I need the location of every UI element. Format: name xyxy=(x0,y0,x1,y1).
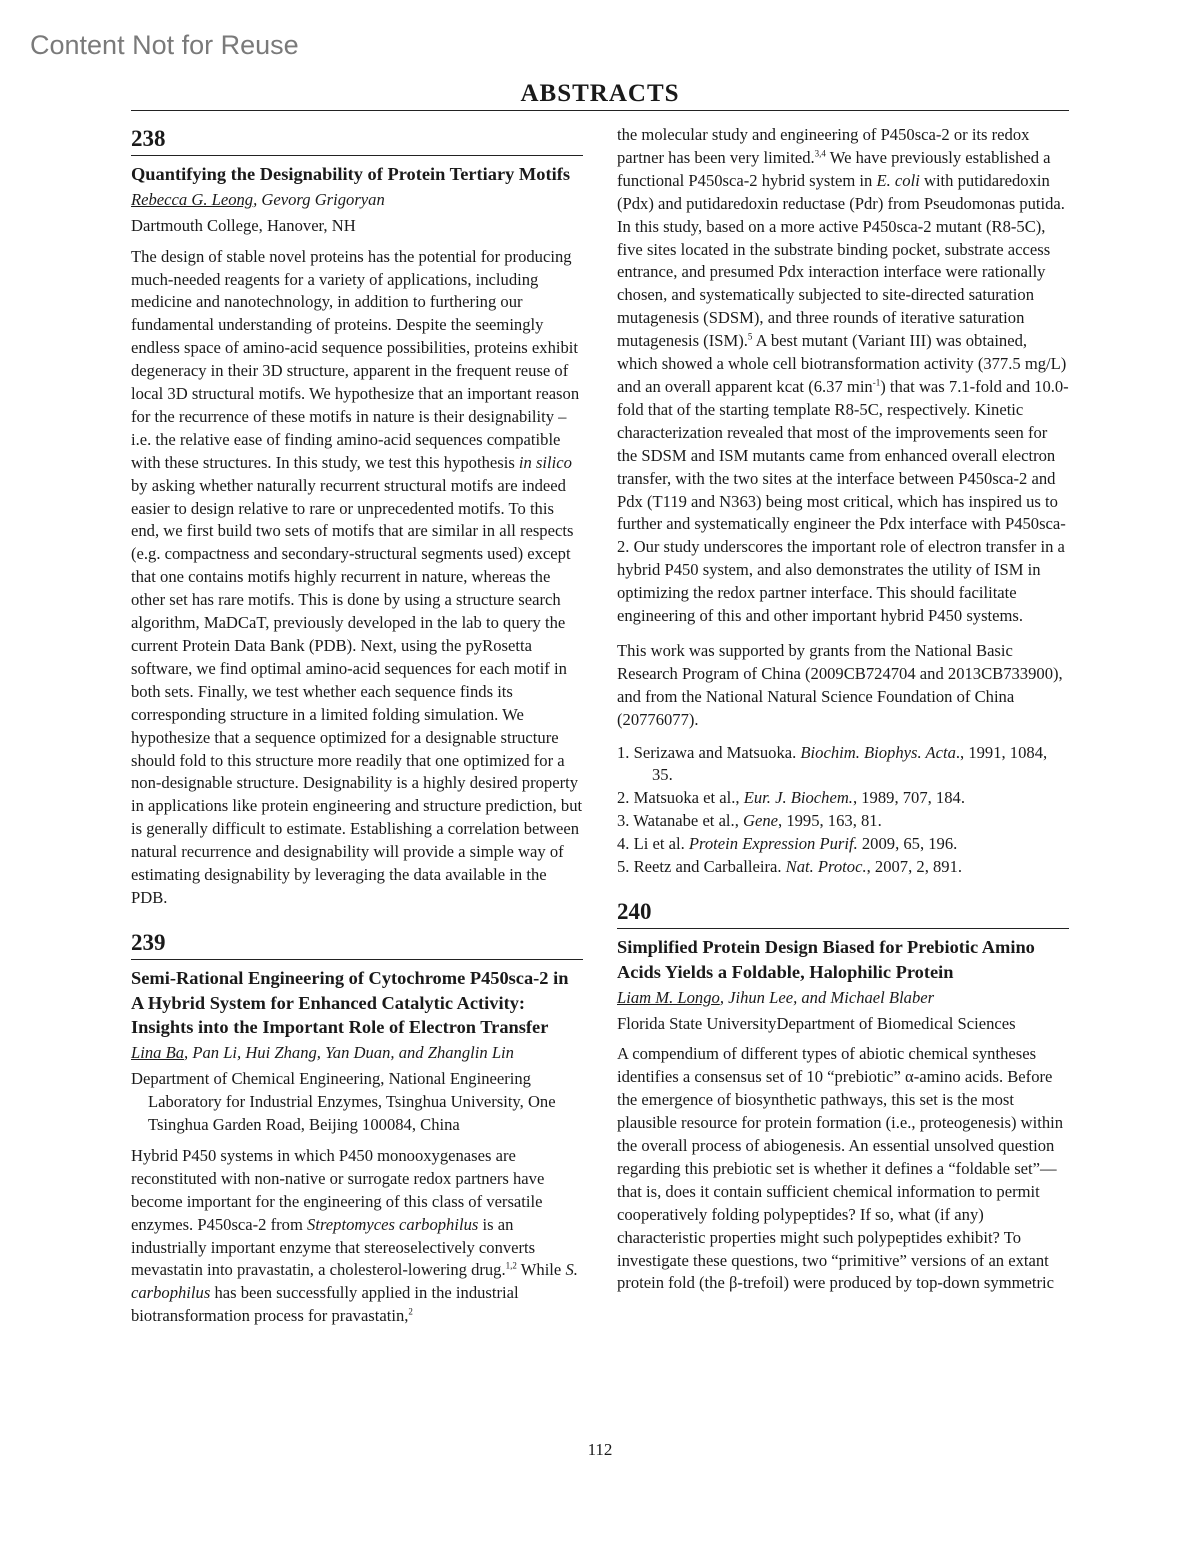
ref-number: 5. xyxy=(617,857,634,877)
body-italic: Streptomyces carbophilus xyxy=(307,1214,479,1234)
reference-item xyxy=(617,787,1069,810)
left-column xyxy=(131,124,583,1328)
presenting-author: Liam M. Longo xyxy=(617,987,720,1007)
ref-journal: Protein Expression Purif. xyxy=(688,834,858,854)
affiliation-238: Dartmouth College, Hanover, NH xyxy=(131,215,356,235)
abstract-body-238 xyxy=(131,246,583,910)
authors-239 xyxy=(131,1042,583,1065)
body-text-part: We have previously established a functional P450sca-2 hybrid system in xyxy=(617,147,1051,190)
abstract-number-239: 239 xyxy=(131,928,583,960)
presenting-author: Lina Ba xyxy=(131,1043,185,1063)
abstract-number-238: 238 xyxy=(131,124,583,156)
co-authors: , Gevorg Grigoryan xyxy=(253,189,385,209)
ref-text: Watanabe et al., xyxy=(633,811,743,831)
body-text-part: has been successfully applied in the industrial biotransformation process for pravastatin, xyxy=(131,1283,519,1326)
citation-superscript: 3,4 xyxy=(814,148,826,159)
body-text-part: ) that was 7.1-fold and 10.0-fold that of the starting template R8-5C, respectively. Kinetic characterization revealed that most of the improvements seen for the SDSM and ISM mutants came from enhanced overall electron transfer, with the two sites at the interface between P450sca-2 and Pdx (T119 and N363) being most critical, which has inspired us to further and systematically engineer the Pdx interface with P450sca-2. Our study underscores the important role of electron transfer in a hybrid P450 system, and also demonstrates the utility of ISM in optimizing the redox partner interface. This should facilitate engineering of this and other important hybrid P450 systems. xyxy=(617,376,1069,626)
body-text-part: Hybrid P450 systems in which P450 monooxygenases are reconstituted with non-native or surrogate redox partners have become important for the engineering of this class of versatile enzymes. P450sca-2 from xyxy=(131,1145,545,1234)
right-column xyxy=(617,124,1069,1295)
ref-text: Serizawa and Matsuoka. xyxy=(633,742,801,762)
funding-acknowledgment: This work was supported by grants from the National Basic Research Program of China (2009CB724704 and 2013CB733900), and from the National Natural Science Foundation of China (20776077). xyxy=(617,640,1063,729)
abstract-title-239: Semi-Rational Engineering of Cytochrome P450sca-2 in A Hybrid System for Enhanced Catalytic Activity: Insights into the Important Role of Electron Transfer xyxy=(131,967,569,1038)
presenting-author: Rebecca G. Leong xyxy=(131,189,254,209)
reference-item xyxy=(617,810,1069,833)
ref-text: 2009, 65, 196. xyxy=(857,834,958,854)
abstract-body-239-part1 xyxy=(131,1145,583,1328)
ref-text: , 2007, 2, 891. xyxy=(866,857,963,877)
abstract-title-240: Simplified Protein Design Biased for Prebiotic Amino Acids Yields a Foldable, Halophilic Protein xyxy=(617,937,1035,982)
ref-number: 3. xyxy=(617,811,634,831)
authors-240 xyxy=(617,987,1069,1010)
section-header: ABSTRACTS xyxy=(131,80,1069,111)
ref-text: ., 1991, 1084, 35. xyxy=(652,742,1048,785)
ref-text: , 1989, 707, 184. xyxy=(852,788,965,808)
ref-journal: Gene xyxy=(743,811,779,831)
ref-number: 4. xyxy=(617,834,634,854)
reference-item xyxy=(617,742,1069,788)
abstract-body-240: A compendium of different types of abiotic chemical syntheses identifies a consensus set of 10 “prebiotic” α-amino acids. Before the emergence of biosynthetic pathways, this set is the most plausible resource for protein formation (i.e., proteogenesis) within the overall process of abiogenesis. An essential unsolved question regarding this prebiotic set is whether it defines a “foldable set”—that is, does it contain sufficient chemical information to permit cooperatively folding polypeptides? If so, what (if any) characteristic properties might such polypeptides exhibit? To investigate these questions, two “primitive” versions of an extant protein fold (the β-trefoil) were produced by top-down symmetric xyxy=(617,1044,1064,1293)
body-italic: S. carbophilus xyxy=(131,1260,578,1303)
body-text-part: is an industrially important enzyme that stereoselectively converts mevastatin into pravastatin, a cholesterol-lowering drug. xyxy=(131,1214,536,1280)
ref-text: , 1995, 163, 81. xyxy=(778,811,882,831)
co-authors: , Jihun Lee, and Michael Blaber xyxy=(719,987,935,1007)
body-text-part: by asking whether naturally recurrent structural motifs are indeed easier to design relative to rare or unprecedented motifs. To this end, we first build two sets of motifs that are similar in all respects (e.g. compactness and secondary-structural segments used) except that one contains motifs highly recurrent in nature, whereas the other set has rare motifs. This is done by using a structure search algorithm, MaDCaT, previously developed in the lab to query the current Protein Data Bank (PDB). Next, using the pyRosetta software, we find optimal amino-acid sequences for each motif in both sets. Finally, we test whether each sequence finds its corresponding structure in a limited folding simulation. We hypothesize that a sequence optimized for a designable structure should fold to this structure more readily that one optimized for a non-designable structure. Designability is a highly desired property in applications like protein engineering and structure prediction, but is generally difficult to estimate. Establishing a correlation between natural recurrence and designability will provide a simple way of estimating designability by leveraging the data available in the PDB. xyxy=(131,475,583,907)
body-text-part: The design of stable novel proteins has the potential for producing much-needed reagents for a variety of applications, including medicine and nanotechnology, in addition to furthering our fundamental understanding of proteins. Despite the seemingly endless space of amino-acid sequence possibilities, proteins exhibit degeneracy in their 3D structure, apparent in the frequent reuse of local 3D structural motifs. We hypothesize that an important reason for the recurrence of these motifs in nature is their designability – i.e. the relative ease of finding amino-acid sequences compatible with these structures. In this study, we test this hypothesis xyxy=(131,246,580,472)
ref-number: 1. xyxy=(617,742,634,762)
affiliation-239: Department of Chemical Engineering, National Engineering Laboratory for Industrial Enzymes, Tsinghua University, One Tsinghua Garden Road, Beijing 100084, China xyxy=(131,1069,556,1134)
co-authors: , Pan Li, Hui Zhang, Yan Duan, and Zhanglin Lin xyxy=(184,1043,514,1063)
page-number: 112 xyxy=(587,1440,613,1459)
watermark: Content Not for Reuse xyxy=(30,30,299,60)
body-text-part: with putidaredoxin (Pdx) and putidaredoxin reductase (Pdr) from Pseudomonas putida. In this study, based on a more active P450sca-2 mutant (R8-5C), five sites located in the substrate binding pocket, substrate access entrance, and presumed Pdx interaction interface were rationally chosen, and systematically subjected to site-directed saturation mutagenesis (SDSM), and three rounds of iterative saturation mutagenesis (ISM). xyxy=(617,170,1065,351)
reference-item xyxy=(617,833,1069,856)
body-text-part: A best mutant (Variant III) was obtained, which showed a whole cell biotransformation activity (377.5 mg/L) and an overall apparent kcat (6.37 min xyxy=(617,331,1067,396)
citation-superscript: 1,2 xyxy=(505,1260,517,1271)
abstract-body-239-part2 xyxy=(617,124,1069,628)
abstract-number-240: 240 xyxy=(617,897,1069,929)
unit-superscript: -1 xyxy=(872,377,881,388)
ref-text: Li et al. xyxy=(633,834,689,854)
body-text-part: While xyxy=(516,1260,566,1280)
authors-238 xyxy=(131,189,583,212)
body-italic: E. coli xyxy=(876,170,920,190)
ref-text: Reetz and Carballeira. xyxy=(633,857,786,877)
ref-number: 2. xyxy=(617,788,634,808)
ref-journal: Biochim. Biophys. Acta xyxy=(800,742,956,762)
reference-list xyxy=(617,742,1069,879)
abstract-title-238: Quantifying the Designability of Protein Tertiary Motifs xyxy=(131,164,570,184)
ref-text: Matsuoka et al., xyxy=(633,788,744,808)
citation-superscript: 5 xyxy=(747,331,753,342)
body-text-part: the molecular study and engineering of P450sca-2 or its redox partner has been very limited. xyxy=(617,125,1030,167)
citation-superscript: 2 xyxy=(408,1306,413,1317)
body-italic: in silico xyxy=(518,452,572,472)
reference-item xyxy=(617,856,1069,879)
affiliation-240: Florida State UniversityDepartment of Biomedical Sciences xyxy=(617,1013,1016,1033)
ref-journal: Nat. Protoc. xyxy=(785,857,867,877)
ref-journal: Eur. J. Biochem. xyxy=(743,788,853,808)
